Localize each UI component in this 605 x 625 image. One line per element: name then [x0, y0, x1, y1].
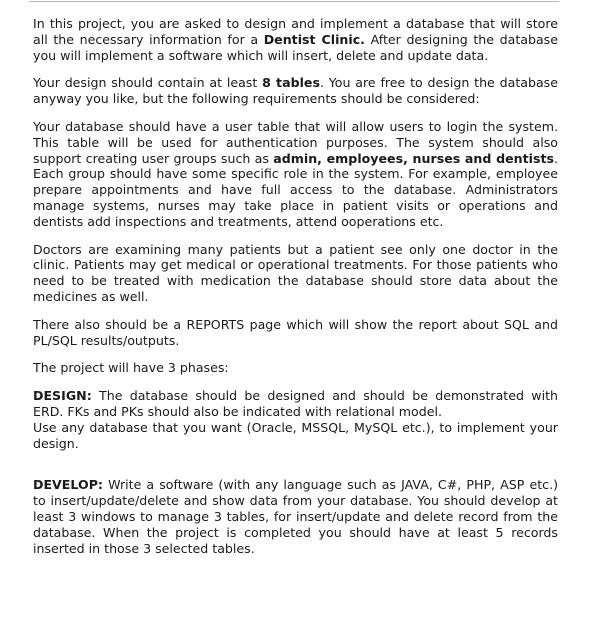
design-label: DESIGN:: [33, 388, 92, 404]
design-text: The database should be designed and should be demonstrated with ERD. FKs and PKs should also be indicated with relational model.: [33, 388, 558, 419]
tables-text-end: . You are free to design the database anyway you like, but the following requirements should be considered:: [33, 75, 558, 107]
reports-paragraph: There also should be a REPORTS page which will show the report about SQL and PL/SQL results/outputs.: [33, 316, 558, 348]
user-groups-emphasis: admin, employees, nurses and dentists: [273, 150, 554, 166]
doctors-paragraph: Doctors are examining many patients but a patient see only one doctor in the clinic. Patients may get medical or operational treatments. For those patients who need to be treated with medication the database should store data about the medicines as well.: [33, 241, 558, 304]
phases-paragraph: The project will have 3 phases:: [33, 360, 229, 376]
tables-paragraph: [33, 75, 558, 107]
users-text-end: . Each group should have some specific role in the system. For example, employee prepare appointments and have full access to the database. Administrators manage systems, nurses may take place in patient visits or operations and dentists add inspections and treatments, attend ooperations etc.: [33, 150, 558, 229]
intro-text-end: After designing the database you will implement a software which will insert, delete and update data.: [33, 31, 558, 63]
develop-paragraph: [33, 477, 558, 556]
tables-text: Your design should contain at least: [33, 75, 263, 91]
develop-text: Write a software (with any language such as JAVA, C#, PHP, ASP etc.) to insert/update/delete and show data from your database. You should develop at least 3 windows to manage 3 tables, for insert/update and delete record from the database. When the project is completed you should have at least 5 records inserted in those 3 selected tables.: [33, 477, 558, 556]
design-text-2: Use any database that you want (Oracle, MSSQL, MySQL etc.), to implement your design.: [33, 419, 558, 451]
document-body: [33, 16, 558, 568]
top-divider: [29, 1, 559, 2]
users-paragraph: [33, 119, 558, 230]
eight-tables-emphasis: 8 tables: [262, 75, 320, 91]
intro-paragraph: [33, 16, 558, 63]
dentist-clinic-emphasis: Dentist Clinic.: [263, 31, 365, 47]
users-text: Your database should have a user table that will allow users to login the system. This table will be used for authentication purposes. The system should also support creating user groups such as: [33, 118, 558, 166]
intro-text: In this project, you are asked to design and implement a database that will store all the necessary information for a: [33, 16, 558, 47]
develop-label: DEVELOP:: [33, 477, 103, 493]
design-paragraph: [33, 388, 558, 451]
